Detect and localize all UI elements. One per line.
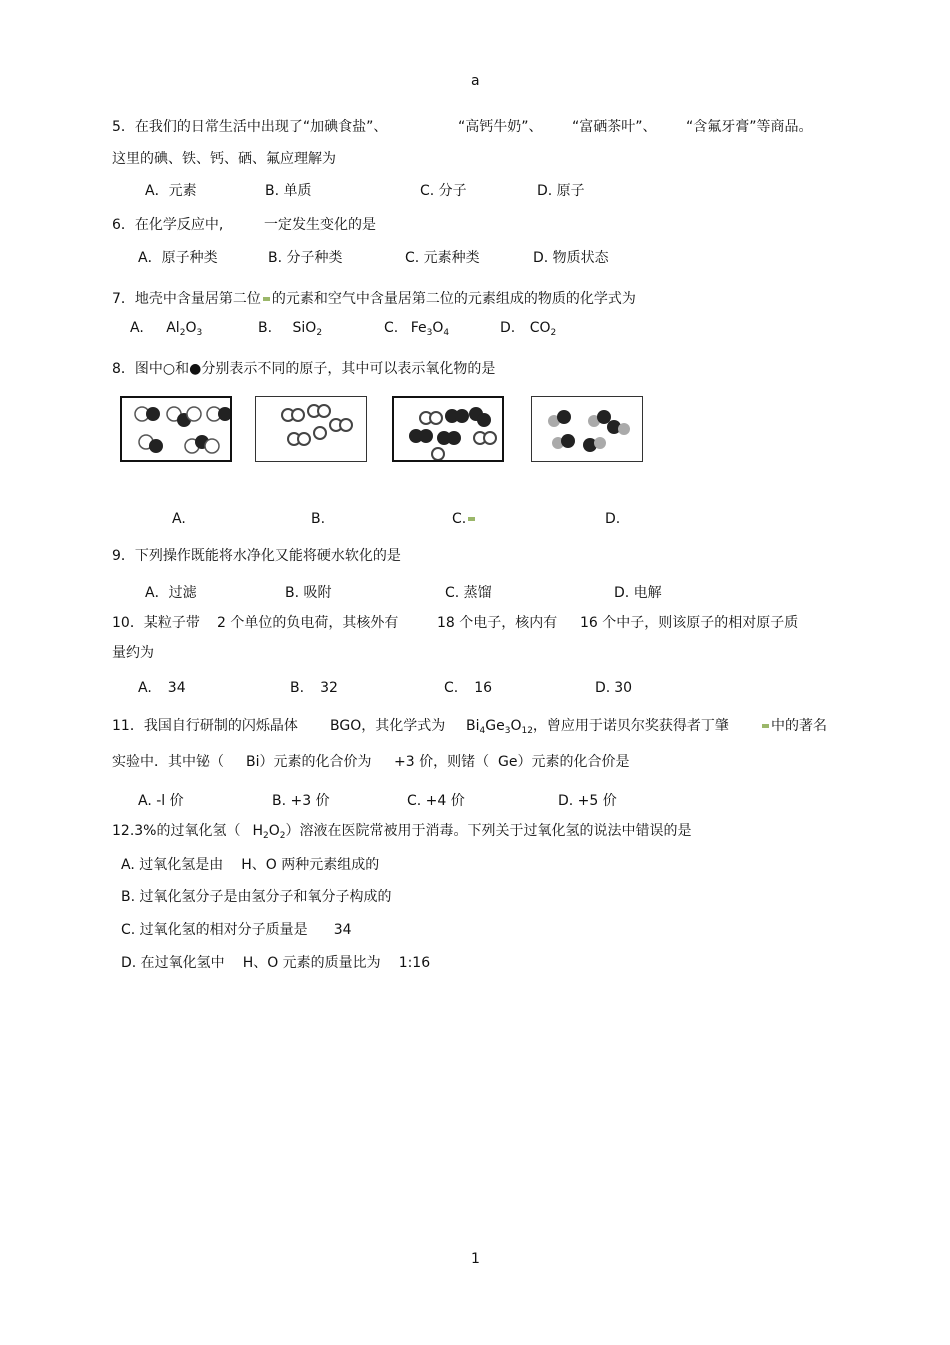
highlight-mark [762, 724, 769, 728]
option-label: C. [444, 680, 459, 696]
option-label: D. [595, 680, 611, 696]
q5-option-a: A．元素 [145, 183, 197, 199]
q5-stem-line2: 这里的碘、铁、钙、硒、氟应理解为 [112, 151, 336, 167]
q12-option-b: B. 过氧化氢分子是由氢分子和氧分子构成的 [121, 889, 392, 905]
q7-stem [112, 290, 636, 308]
molecule [288, 433, 310, 445]
q6-option-a: A．原子种类 [138, 250, 218, 266]
q9-stem: 9．下列操作既能将水净化又能将硬水软化的是 [112, 548, 401, 564]
option-value: 34 [167, 680, 186, 696]
molecule [607, 420, 630, 435]
molecule-diagram-c [392, 396, 504, 462]
q10-option-b [290, 679, 338, 697]
q8-option-c-label: C. [452, 511, 467, 527]
molecule-diagram-b [255, 396, 367, 462]
q7-option-b [258, 319, 322, 342]
q6-option-d: D. 物质状态 [533, 250, 609, 266]
option-value: 30 [614, 680, 633, 696]
formula-part: CO [529, 320, 551, 336]
molecule [474, 432, 496, 444]
q10-stem-p2: 2 个单位的负电荷，其核外有 [217, 615, 399, 631]
q9-option-d: D. 电解 [614, 585, 662, 601]
subscript: 2 [263, 831, 269, 841]
formula-part: H [252, 823, 264, 839]
q7-option-a [130, 319, 202, 342]
molecule [167, 407, 201, 427]
molecule [139, 435, 163, 453]
q9-option-a: A．过滤 [145, 585, 197, 601]
q7-option-c-formula [411, 320, 449, 336]
q11-stem-p3: ，曾应用于诺贝尔奖获得者丁肇 [532, 718, 729, 734]
q7-option-b-label: B. [258, 320, 273, 336]
q8-option-c [452, 510, 477, 528]
q8-option-d: D. [605, 511, 621, 527]
q12-stem-a: 12.3%的过氧化氢（ [112, 823, 241, 839]
subscript: 3 [426, 328, 433, 338]
subscript: 2 [550, 328, 557, 338]
formula-part: Ge [485, 718, 505, 734]
q7-option-a-formula [166, 320, 202, 336]
page-number: 1 [471, 1251, 480, 1267]
q12-stem [112, 822, 692, 845]
molecule [437, 431, 461, 445]
molecule [445, 409, 469, 423]
molecule [330, 419, 352, 431]
q6-option-b: B. 分子种类 [268, 250, 343, 266]
q7-option-c [384, 319, 449, 342]
q9-option-c: C. 蒸馏 [445, 585, 492, 601]
highlight-mark [263, 297, 270, 301]
formula-part: Al [166, 320, 180, 336]
q6-option-c: C. 元素种类 [405, 250, 480, 266]
q5-item3: “富硒茶叶”、 [572, 119, 657, 135]
q5-item4: “含氟牙膏”等商品。 [686, 119, 813, 135]
formula-part: Fe [410, 320, 427, 336]
q8-stem: 8．图中○和●分别表示不同的原子，其中可以表示氧化物的是 [112, 361, 496, 377]
subscript: 2 [179, 328, 186, 338]
q10-option-c [444, 679, 492, 697]
q12-formula [252, 823, 285, 839]
q7-stem-b: 的元素和空气中含量居第二位的元素组成的物质的化学式为 [271, 291, 636, 307]
q10-option-a [138, 679, 186, 697]
option-text: D. 在过氧化氢中 [121, 955, 225, 971]
q9-option-b: B. 吸附 [285, 585, 332, 601]
molecule [207, 407, 232, 421]
molecule [308, 405, 330, 417]
q11-option-a: A. -l 价 [138, 793, 184, 809]
q6-stem-a: 6．在化学反应中, [112, 217, 224, 233]
molecule-diagram-b-svg [256, 397, 367, 462]
q11-option-c: C. +4 价 [407, 793, 465, 809]
q7-option-d-label: D. [500, 320, 516, 336]
q11-stem-line2d: Ge）元素的化合价是 [498, 754, 630, 770]
molecule [135, 407, 160, 421]
formula-part: Bi [466, 718, 480, 734]
molecule [552, 434, 575, 449]
q12-option-a [121, 856, 379, 874]
molecule-diagram-a-svg [122, 398, 232, 462]
q7-option-d-formula [530, 320, 557, 336]
molecule [282, 409, 304, 421]
q7-option-c-label: C. [384, 320, 399, 336]
molecule-diagram-a [120, 396, 232, 462]
q6-stem-b: 一定发生变化的是 [264, 217, 376, 233]
q12-option-c [121, 921, 352, 939]
option-label: B. [290, 680, 305, 696]
subscript: 2 [279, 831, 286, 841]
q7-option-a-label: A. [130, 320, 144, 336]
subscript: 3 [196, 328, 203, 338]
option-label: A. [138, 680, 152, 696]
q11-stem-line2b: Bi）元素的化合价为 [246, 754, 372, 770]
subscript: 3 [504, 726, 511, 736]
highlight-mark [468, 517, 475, 521]
subscript: 12 [521, 726, 533, 736]
molecule [432, 448, 444, 460]
q11-stem-p4-text: 中的著名 [771, 718, 827, 734]
q8-option-b: B. [311, 511, 326, 527]
formula-part: O [432, 320, 444, 336]
option-text: 34 [333, 922, 352, 938]
molecule [409, 429, 433, 443]
q11-option-d: D. +5 价 [558, 793, 617, 809]
q10-option-d [595, 679, 632, 697]
molecule [420, 412, 442, 424]
q5-option-b: B. 单质 [265, 183, 312, 199]
option-text: H、O 两种元素组成的 [241, 857, 380, 873]
molecule [583, 437, 606, 452]
option-value: 16 [474, 680, 493, 696]
q12-stem-b: ）溶液在医院常被用于消毒。下列关于过氧化氢的说法中错误的是 [285, 823, 692, 839]
option-text: A. 过氧化氢是由 [121, 857, 224, 873]
q11-stem-p1: 11．我国自行研制的闪烁晶体 [112, 718, 298, 734]
q7-option-b-formula [293, 320, 323, 336]
molecule [469, 407, 491, 427]
q5-stem-line1: 5．在我们的日常生活中出现了“加碘食盐”、 [112, 119, 388, 135]
q10-stem-p1: 10．某粒子带 [112, 615, 200, 631]
q11-option-b: B. +3 价 [272, 793, 330, 809]
q11-stem-line2c: +3 价，则锗（ [394, 754, 490, 770]
subscript: 2 [316, 328, 323, 338]
molecule [314, 427, 326, 439]
option-text: H、O 元素的质量比为 [242, 955, 381, 971]
q7-stem-a: 7．地壳中含量居第二位 [112, 291, 261, 307]
q10-stem-p4: 16 个中子，则该原子的相对原子质 [580, 615, 799, 631]
q11-formula [466, 717, 729, 740]
q10-stem-line2: 量约为 [112, 645, 154, 661]
q12-option-d [121, 954, 430, 972]
molecule [185, 435, 219, 453]
option-text: 1:16 [398, 955, 431, 971]
formula-part: SiO [292, 320, 317, 336]
q11-stem-p2: BGO，其化学式为 [330, 718, 446, 734]
molecule-diagram-d [531, 396, 643, 462]
q11-stem-p4 [760, 717, 827, 735]
subscript: 4 [479, 726, 486, 736]
q5-item2: “高钙牛奶”、 [458, 119, 543, 135]
formula-part: O [268, 823, 280, 839]
molecule-diagram-d-svg [532, 397, 643, 462]
header-letter: a [471, 73, 480, 89]
q5-option-c: C. 分子 [420, 183, 467, 199]
option-text: C. 过氧化氢的相对分子质量是 [121, 922, 308, 938]
q8-option-a: A. [172, 511, 186, 527]
formula-part: O [510, 718, 522, 734]
molecule [548, 410, 571, 427]
q10-stem-p3: 18 个电子，核内有 [437, 615, 558, 631]
q7-option-d [500, 319, 556, 342]
q11-stem-line2a: 实验中．其中铋（ [112, 754, 224, 770]
subscript: 4 [443, 328, 450, 338]
q5-option-d: D. 原子 [537, 183, 585, 199]
option-value: 32 [320, 680, 338, 696]
formula-part: O [185, 320, 197, 336]
molecule-diagram-c-svg [394, 398, 504, 462]
